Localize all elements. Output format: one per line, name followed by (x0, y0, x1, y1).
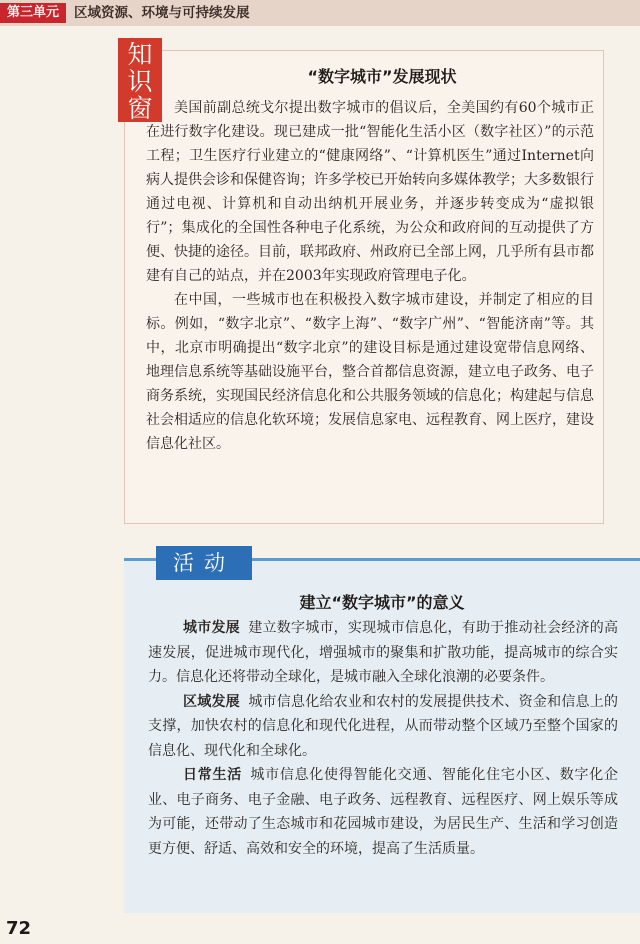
activity-item (148, 616, 618, 690)
activity-body (148, 616, 618, 861)
page-header (0, 0, 640, 26)
activity-term: 日常生活 (183, 767, 242, 783)
badge-char: 识 (127, 67, 153, 96)
activity-text: 建立数字城市，实现城市信息化，有助于推动社会经济的高速发展，促进城市现代化，增强城市的聚集和扩散功能，提高城市的综合实力。信息化还将带动全球化，是城市融入全球化浪潮的必要条件。 (148, 620, 619, 685)
badge-char: 窗 (127, 94, 153, 123)
activity-text: 城市信息化使得智能化交通、智能化住宅小区、数字化企业、电子商务、电子金融、电子政务、远程教育、远程医疗、网上娱乐等成为可能，还带动了生态城市和花园城市建设，为居民生产、生活和学习创造更方便、舒适、高效和安全的环境，提高了生活质量。 (148, 767, 619, 857)
knowledge-title: “数字城市”发展现状 (307, 67, 457, 86)
page-number: 72 (6, 918, 32, 939)
knowledge-paragraph: 美国前副总统戈尔提出数字城市的倡议后，全美国约有60个城市正在进行数字化建设。现已建成一批“智能化生活小区（数字社区）”的示范工程；卫生医疗行业建立的“健康网络”、“计算机医生”通过Internet向病人提供会诊和保健咨询；许多学校已开始转向多媒体教学；大多数银行通过电视、计算机和自动出纳机开展业务，并逐步转变成为“虚拟银行”；集成化的全国性各种电子化系统，为公众和政府间的互动提供了方便、快捷的途径。目前，联邦政府、州政府已全部上网，几乎所有县市都建有自己的站点，并在2003年实现政府管理电子化。 (146, 100, 594, 284)
activity-item (148, 690, 618, 764)
activity-term: 区域发展 (183, 693, 240, 710)
unit-title: 区域资源、环境与可持续发展 (74, 5, 250, 21)
knowledge-body (146, 96, 594, 456)
activity-term: 城市发展 (183, 620, 240, 636)
badge-char: 知 (127, 40, 153, 69)
unit-label: 第三单元 (0, 3, 66, 23)
activity-item (148, 763, 618, 861)
activity-text: 城市信息化给农业和农村的发展提供技术、资金和信息上的支撑，加快农村的信息化和现代化进程，从而带动整个区域乃至整个国家的信息化、现代化和全球化。 (148, 693, 619, 759)
knowledge-paragraph: 在中国，一些城市也在积极投入数字城市建设，并制定了相应的目标。例如，“数字北京”、“数字上海”、“数字广州”、“智能济南”等。其中，北京市明确提出“数字北京”的建设目标是通过建设宽带信息网络、地理信息系统等基础设施平台，整合首都信息资源，建立电子政务、电子商务系统，实现国民经济信息化和公共服务领域的信息化；构建起与信息社会相适应的信息化软环境；发展信息家电、远程教育、网上医疗，建设信息化社区。 (146, 292, 594, 452)
activity-badge: 活动 (156, 546, 252, 580)
activity-title: 建立“数字城市”的意义 (299, 593, 465, 612)
